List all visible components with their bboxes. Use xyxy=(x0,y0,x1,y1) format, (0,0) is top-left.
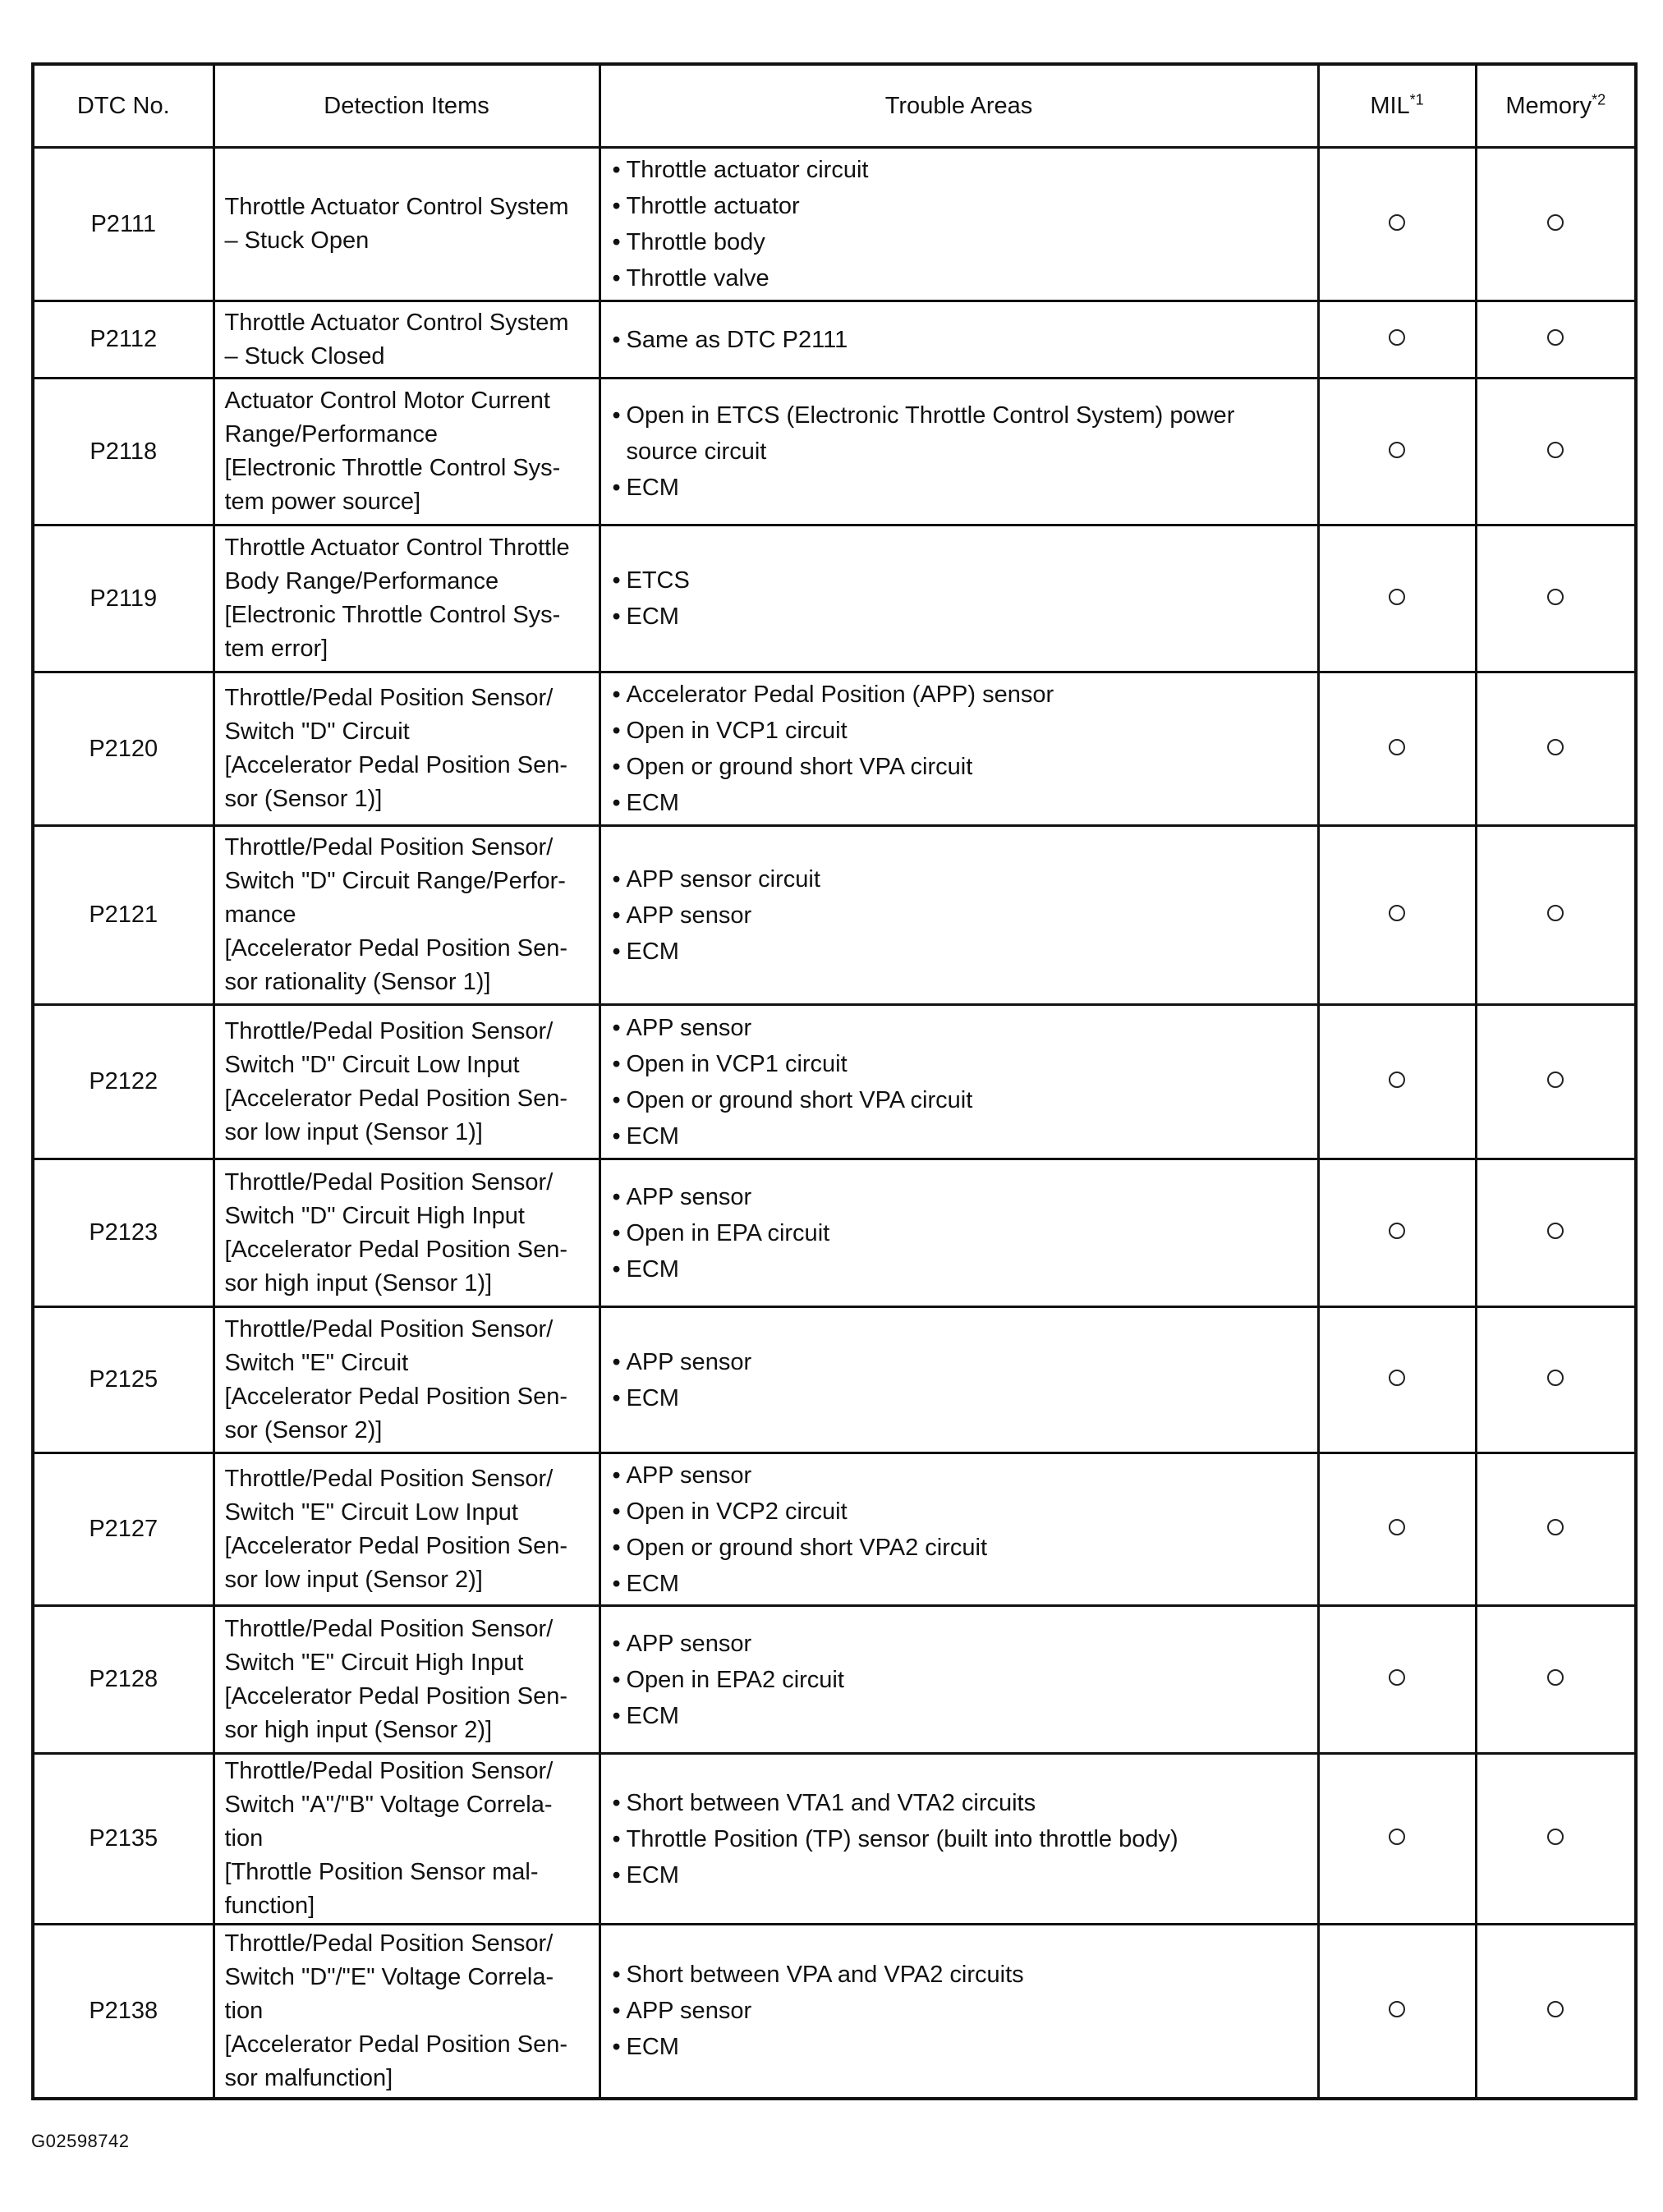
memory-cell xyxy=(1476,525,1636,672)
memory-circle-icon xyxy=(1547,739,1564,755)
dtc-code: P2118 xyxy=(33,379,214,525)
mil-cell xyxy=(1318,1159,1476,1307)
trouble-area-item: • APP sensor circuit xyxy=(613,861,1304,897)
dtc-code: P2138 xyxy=(33,1925,214,2099)
trouble-area-item: • APP sensor xyxy=(613,1344,1304,1380)
detection-item-line: [Accelerator Pedal Position Sen- xyxy=(224,2031,567,2058)
trouble-area-item: • ECM xyxy=(613,1251,1304,1287)
trouble-areas xyxy=(600,525,1318,672)
detection-item xyxy=(214,301,600,379)
detection-item-line: Switch "D" Circuit High Input xyxy=(224,1202,525,1229)
trouble-area-list xyxy=(613,1344,1304,1416)
trouble-area-list xyxy=(613,1626,1304,1734)
header-trouble-areas: Trouble Areas xyxy=(600,64,1318,148)
detection-item-line: [Throttle Position Sensor mal- xyxy=(224,1859,539,1885)
dtc-code: P2119 xyxy=(33,525,214,672)
detection-item xyxy=(214,1453,600,1606)
trouble-areas xyxy=(600,148,1318,301)
trouble-area-item: • ECM xyxy=(613,470,1304,506)
trouble-area-item: • Short between VPA and VPA2 circuits xyxy=(613,1957,1304,1993)
header-memory: Memory$^{*2}$ xyxy=(1476,64,1636,148)
detection-item-line: tion xyxy=(224,1997,264,2024)
detection-item xyxy=(214,1754,600,1925)
mil-cell xyxy=(1318,1453,1476,1606)
mil-circle-icon xyxy=(1389,1223,1405,1239)
trouble-areas xyxy=(600,1453,1318,1606)
detection-item-line: tion xyxy=(224,1825,264,1852)
detection-item-line: mance xyxy=(224,902,296,928)
trouble-area-item: • ECM xyxy=(613,1698,1304,1734)
trouble-area-item: • ECM xyxy=(613,934,1304,970)
trouble-areas xyxy=(600,301,1318,379)
memory-circle-icon xyxy=(1547,2001,1564,2017)
detection-item-line: Throttle/Pedal Position Sensor/ xyxy=(224,1615,554,1642)
trouble-area-item: • Open in VCP1 circuit xyxy=(613,1046,1304,1082)
memory-footnote-marker: *2 xyxy=(1592,90,1606,108)
trouble-area-item: • Same as DTC P2111 xyxy=(613,322,1304,358)
memory-cell xyxy=(1476,1754,1636,1925)
dtc-code: P2111 xyxy=(33,148,214,301)
trouble-area-item: • Open in EPA2 circuit xyxy=(613,1662,1304,1698)
detection-item xyxy=(214,1159,600,1307)
dtc-table xyxy=(31,62,1638,2100)
detection-item xyxy=(214,1925,600,2099)
trouble-areas xyxy=(600,1307,1318,1453)
mil-cell xyxy=(1318,525,1476,672)
trouble-area-item: • ECM xyxy=(613,1380,1304,1416)
trouble-area-item: • ECM xyxy=(613,785,1304,821)
detection-item-line: – Stuck Open xyxy=(224,227,370,254)
trouble-area-item: • Throttle actuator circuit xyxy=(613,152,1304,188)
detection-item-line: sor (Sensor 1)] xyxy=(224,786,383,812)
table-row xyxy=(33,1159,1636,1307)
detection-item-line: [Accelerator Pedal Position Sen- xyxy=(224,935,567,961)
mil-cell xyxy=(1318,1754,1476,1925)
detection-item-line: Throttle/Pedal Position Sensor/ xyxy=(224,1930,554,1957)
trouble-area-item: • Throttle actuator xyxy=(613,188,1304,224)
detection-item xyxy=(214,1307,600,1453)
table-row xyxy=(33,672,1636,826)
mil-cell xyxy=(1318,826,1476,1005)
detection-item-line: Throttle Actuator Control Throttle xyxy=(224,535,570,561)
trouble-area-item: • ECM xyxy=(613,1566,1304,1602)
trouble-area-item: • APP sensor xyxy=(613,1457,1304,1494)
table-row xyxy=(33,379,1636,525)
mil-cell xyxy=(1318,148,1476,301)
mil-cell xyxy=(1318,301,1476,379)
table-body xyxy=(33,148,1636,2099)
table-row xyxy=(33,1453,1636,1606)
trouble-area-item: • Open in VCP2 circuit xyxy=(613,1494,1304,1530)
detection-item-line: Throttle/Pedal Position Sensor/ xyxy=(224,1315,554,1342)
trouble-area-item: • ECM xyxy=(613,1857,1304,1893)
detection-item-line: Throttle/Pedal Position Sensor/ xyxy=(224,1465,554,1492)
detection-item xyxy=(214,525,600,672)
memory-circle-icon xyxy=(1547,1223,1564,1239)
detection-item-line: [Accelerator Pedal Position Sen- xyxy=(224,1085,567,1112)
memory-cell xyxy=(1476,1606,1636,1754)
memory-circle-icon xyxy=(1547,1829,1564,1845)
trouble-area-item: • ECM xyxy=(613,2029,1304,2065)
dtc-code: P2112 xyxy=(33,301,214,379)
figure-id: G02598742 xyxy=(31,2131,130,2151)
trouble-area-item: • Accelerator Pedal Position (APP) sensor xyxy=(613,677,1304,713)
memory-circle-icon xyxy=(1547,1519,1564,1535)
detection-item-line: Switch "E" Circuit Low Input xyxy=(224,1498,518,1526)
mil-circle-icon xyxy=(1389,2001,1405,2017)
detection-item xyxy=(214,379,600,525)
mil-circle-icon xyxy=(1389,442,1405,458)
mil-circle-icon xyxy=(1389,905,1405,921)
detection-item-line: Switch "D" Circuit Range/Perfor- xyxy=(224,868,566,894)
detection-item-line: sor low input (Sensor 1)] xyxy=(224,1118,483,1145)
detection-item-line: sor high input (Sensor 1)] xyxy=(224,1269,493,1296)
detection-item-line: [Electronic Throttle Control Sys- xyxy=(224,455,561,481)
trouble-area-item: • ECM xyxy=(613,1118,1304,1154)
detection-item-line: Switch "E" Circuit xyxy=(224,1349,409,1376)
trouble-area-item: • Throttle body xyxy=(613,224,1304,260)
mil-cell xyxy=(1318,379,1476,525)
trouble-area-item: • APP sensor xyxy=(613,1010,1304,1046)
memory-circle-icon xyxy=(1547,329,1564,346)
detection-item-line: [Accelerator Pedal Position Sen- xyxy=(224,1532,567,1559)
detection-item-line: Switch "D" Circuit xyxy=(224,718,410,745)
memory-cell xyxy=(1476,826,1636,1005)
detection-item-line: Throttle Actuator Control System xyxy=(224,194,569,220)
mil-cell xyxy=(1318,672,1476,826)
table-row xyxy=(33,1925,1636,2099)
detection-item-line: Range/Performance xyxy=(224,421,439,447)
trouble-area-item: • Open in ETCS (Electronic Throttle Control System) power source circuit xyxy=(613,397,1304,470)
table-row xyxy=(33,301,1636,379)
memory-cell xyxy=(1476,1159,1636,1307)
trouble-area-list xyxy=(613,152,1304,296)
memory-circle-icon xyxy=(1547,1072,1564,1088)
dtc-code: P2128 xyxy=(33,1606,214,1754)
mil-circle-icon xyxy=(1389,1072,1405,1088)
trouble-area-item: • Open in EPA circuit xyxy=(613,1215,1304,1251)
mil-circle-icon xyxy=(1389,329,1405,346)
memory-cell xyxy=(1476,1005,1636,1159)
detection-item-line: sor low input (Sensor 2)] xyxy=(224,1566,483,1593)
detection-item-line: tem power source] xyxy=(224,489,421,515)
header-dtc-no: DTC No. xyxy=(33,64,214,148)
mil-circle-icon xyxy=(1389,1519,1405,1535)
trouble-area-item: • ECM xyxy=(613,599,1304,635)
trouble-area-list xyxy=(613,861,1304,970)
memory-cell xyxy=(1476,379,1636,525)
memory-circle-icon xyxy=(1547,589,1564,605)
table-row xyxy=(33,1754,1636,1925)
trouble-area-item: • Open or ground short VPA circuit xyxy=(613,749,1304,785)
table-row xyxy=(33,826,1636,1005)
trouble-area-list xyxy=(613,1785,1304,1893)
trouble-area-item: • Open or ground short VPA circuit xyxy=(613,1082,1304,1118)
detection-item-line: [Accelerator Pedal Position Sen- xyxy=(224,752,567,778)
detection-item-line: Switch "E" Circuit High Input xyxy=(224,1649,524,1676)
dtc-code: P2125 xyxy=(33,1307,214,1453)
trouble-area-list xyxy=(613,1010,1304,1154)
table-row xyxy=(33,525,1636,672)
detection-item-line: [Accelerator Pedal Position Sen- xyxy=(224,1682,567,1709)
memory-circle-icon xyxy=(1547,905,1564,921)
memory-circle-icon xyxy=(1547,442,1564,458)
detection-item-line: function] xyxy=(224,1893,315,1919)
detection-item-line: Throttle/Pedal Position Sensor/ xyxy=(224,1758,554,1784)
trouble-areas xyxy=(600,1159,1318,1307)
trouble-areas xyxy=(600,1606,1318,1754)
trouble-areas xyxy=(600,379,1318,525)
trouble-areas xyxy=(600,1005,1318,1159)
trouble-area-item: • Open in VCP1 circuit xyxy=(613,713,1304,749)
memory-circle-icon xyxy=(1547,214,1564,231)
trouble-area-item: • ETCS xyxy=(613,562,1304,599)
table-row xyxy=(33,1606,1636,1754)
trouble-area-list xyxy=(613,1457,1304,1602)
table-row xyxy=(33,148,1636,301)
detection-item-line: sor high input (Sensor 2)] xyxy=(224,1716,493,1743)
detection-item xyxy=(214,826,600,1005)
trouble-areas xyxy=(600,1925,1318,2099)
table-row xyxy=(33,1005,1636,1159)
detection-item-line: Throttle/Pedal Position Sensor/ xyxy=(224,1017,554,1044)
mil-circle-icon xyxy=(1389,214,1405,231)
detection-item-line: Switch "A"/"B" Voltage Correla- xyxy=(224,1792,553,1818)
memory-cell xyxy=(1476,1307,1636,1453)
mil-cell xyxy=(1318,1925,1476,2099)
detection-item-line: Switch "D" Circuit Low Input xyxy=(224,1051,520,1078)
trouble-areas xyxy=(600,672,1318,826)
detection-item-line: Body Range/Performance xyxy=(224,568,499,594)
table-row xyxy=(33,1307,1636,1453)
dtc-code: P2135 xyxy=(33,1754,214,1925)
detection-item xyxy=(214,1606,600,1754)
detection-item-line: tem error] xyxy=(224,636,328,662)
mil-cell xyxy=(1318,1606,1476,1754)
dtc-code: P2121 xyxy=(33,826,214,1005)
detection-item xyxy=(214,672,600,826)
trouble-area-item: • APP sensor xyxy=(613,1993,1304,2029)
detection-item-line: sor malfunction] xyxy=(224,2064,393,2091)
memory-cell xyxy=(1476,301,1636,379)
trouble-area-list xyxy=(613,677,1304,821)
trouble-area-list xyxy=(613,1957,1304,2065)
detection-item-line: [Accelerator Pedal Position Sen- xyxy=(224,1236,567,1263)
trouble-area-item: • Open or ground short VPA2 circuit xyxy=(613,1530,1304,1566)
detection-item-line: Throttle Actuator Control System xyxy=(224,309,569,336)
memory-cell xyxy=(1476,1453,1636,1606)
mil-circle-icon xyxy=(1389,1669,1405,1686)
dtc-code: P2123 xyxy=(33,1159,214,1307)
detection-item-line: Throttle/Pedal Position Sensor/ xyxy=(224,1168,554,1195)
trouble-areas xyxy=(600,1754,1318,1925)
trouble-area-list xyxy=(613,562,1304,635)
trouble-area-item: • APP sensor xyxy=(613,1179,1304,1215)
mil-circle-icon xyxy=(1389,1370,1405,1386)
memory-circle-icon xyxy=(1547,1370,1564,1386)
header-mil: MIL$^{*1}$ xyxy=(1318,64,1476,148)
trouble-area-item: • APP sensor xyxy=(613,897,1304,934)
detection-item xyxy=(214,148,600,301)
trouble-area-list xyxy=(613,397,1304,506)
memory-cell xyxy=(1476,148,1636,301)
trouble-area-item: • APP sensor xyxy=(613,1626,1304,1662)
mil-circle-icon xyxy=(1389,1829,1405,1845)
trouble-area-item: • Short between VTA1 and VTA2 circuits xyxy=(613,1785,1304,1821)
trouble-area-item: • Throttle valve xyxy=(613,260,1304,296)
mil-cell xyxy=(1318,1307,1476,1453)
trouble-area-item: • Throttle Position (TP) sensor (built into throttle body) xyxy=(613,1821,1304,1857)
detection-item-line: Throttle/Pedal Position Sensor/ xyxy=(224,685,554,711)
detection-item xyxy=(214,1005,600,1159)
trouble-area-list xyxy=(613,322,1304,358)
table-header-row xyxy=(33,64,1636,148)
detection-item-line: sor (Sensor 2)] xyxy=(224,1416,383,1443)
detection-item-line: Throttle/Pedal Position Sensor/ xyxy=(224,834,554,860)
memory-cell xyxy=(1476,672,1636,826)
mil-circle-icon xyxy=(1389,589,1405,605)
memory-cell xyxy=(1476,1925,1636,2099)
detection-item-line: [Electronic Throttle Control Sys- xyxy=(224,602,561,628)
mil-circle-icon xyxy=(1389,739,1405,755)
mil-footnote-marker: *1 xyxy=(1409,90,1424,108)
detection-item-line: Switch "D"/"E" Voltage Correla- xyxy=(224,1963,554,1990)
detection-item-line: sor rationality (Sensor 1)] xyxy=(224,969,491,995)
detection-item-line: – Stuck Closed xyxy=(224,342,385,369)
trouble-areas xyxy=(600,826,1318,1005)
header-detection-items: Detection Items xyxy=(214,64,600,148)
detection-item-line: [Accelerator Pedal Position Sen- xyxy=(224,1383,567,1410)
trouble-area-list xyxy=(613,1179,1304,1287)
dtc-code: P2122 xyxy=(33,1005,214,1159)
memory-circle-icon xyxy=(1547,1669,1564,1686)
dtc-code: P2127 xyxy=(33,1453,214,1606)
detection-item-line: Actuator Control Motor Current xyxy=(224,388,550,414)
dtc-code: P2120 xyxy=(33,672,214,826)
mil-cell xyxy=(1318,1005,1476,1159)
